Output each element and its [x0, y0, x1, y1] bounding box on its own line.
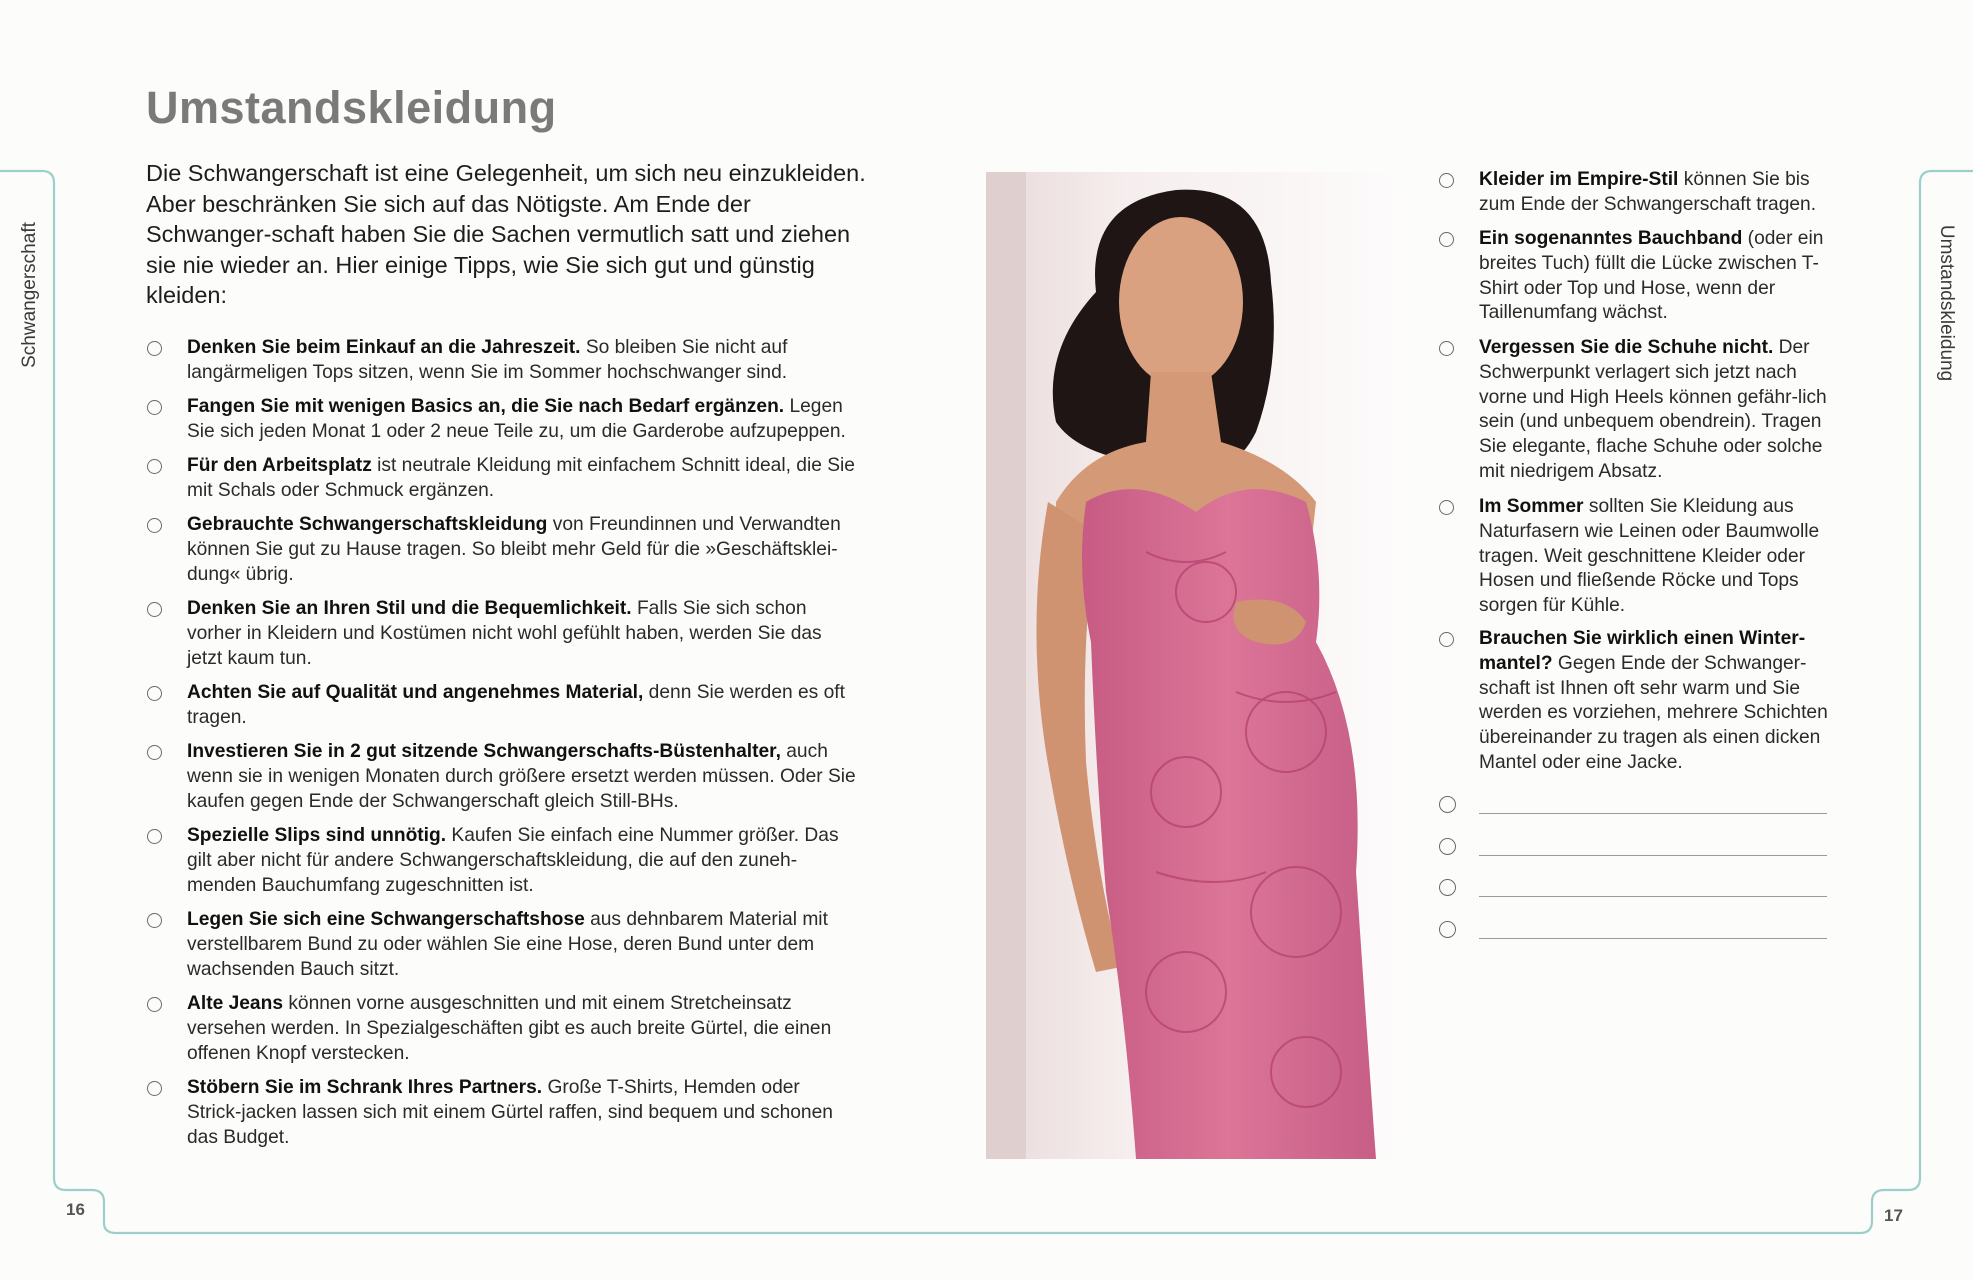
- tip-heading: Für den Arbeitsplatz: [187, 455, 372, 476]
- checkbox-circle-icon[interactable]: [1439, 838, 1456, 855]
- tip-heading: Stöbern Sie im Schrank Ihres Partners.: [187, 1077, 543, 1098]
- tip-heading: Denken Sie an Ihren Stil und die Bequemlichkeit.: [187, 598, 632, 619]
- tip-item: [1479, 627, 1839, 776]
- tip-item: [187, 395, 857, 445]
- tip-text: Gegen Ende der Schwanger-schaft ist Ihnen oft sehr warm und Sie werden es vorziehen, mehrere Schichten übereinander zu tragen als einen dicken Mantel oder eine Jacke.: [1479, 652, 1828, 773]
- tip-text: sollten Sie Kleidung aus Naturfasern wie Leinen oder Baumwolle tragen. Weit geschnittene Kleider oder Hosen und fließende Röcke und Tops sorgen für Kühle.: [1479, 496, 1820, 617]
- note-line[interactable]: [1479, 937, 1827, 939]
- tip-heading: Fangen Sie mit wenigen Basics an, die Sie nach Bedarf ergänzen.: [187, 396, 785, 417]
- tip-item: [187, 681, 857, 731]
- tip-text: Kaufen Sie einfach eine Nummer größer. Das gilt aber nicht für andere Schwangerschaftskleidung, die auf den zuneh-menden Bauchumfang zugeschnitten ist.: [187, 825, 839, 896]
- checkbox-circle-icon[interactable]: [147, 686, 162, 701]
- tip-text: auch wenn sie in wenigen Monaten durch größere ersetzt werden müssen. Oder Sie kaufen gegen Ende der Schwangerschaft gleich Still-BHs.: [187, 741, 856, 812]
- tip-heading: Achten Sie auf Qualität und angenehmes Material,: [187, 682, 644, 703]
- note-line[interactable]: [1479, 854, 1827, 856]
- page-title: Umstandskleidung: [146, 82, 557, 133]
- page-number-right: 17: [1884, 1206, 1903, 1225]
- tip-text: (oder ein breites Tuch) füllt die Lücke zwischen T-Shirt oder Top und Hose, wenn der Taillenumfang wächst.: [1479, 228, 1824, 324]
- tip-text: Große T-Shirts, Hemden oder Strick-jacken lassen sich mit einem Gürtel raffen, sind bequem und schonen das Budget.: [187, 1077, 833, 1148]
- checkbox-circle-icon[interactable]: [1439, 341, 1454, 356]
- tip-text: So bleiben Sie nicht auf langärmeligen Tops sitzen, wenn Sie im Sommer hochschwanger sind.: [187, 337, 788, 383]
- checkbox-circle-icon[interactable]: [147, 745, 162, 760]
- checkbox-circle-icon[interactable]: [1439, 796, 1456, 813]
- page-number-left: 16: [66, 1200, 85, 1219]
- tip-heading: Gebrauchte Schwangerschaftskleidung: [187, 514, 548, 535]
- checkbox-circle-icon[interactable]: [1439, 921, 1456, 938]
- tip-text: aus dehnbarem Material mit verstellbarem Bund zu oder wählen Sie eine Hose, deren Bund unter dem wachsenden Bauch sitzt.: [187, 909, 828, 980]
- tip-item: [1479, 168, 1839, 218]
- note-line[interactable]: [1479, 895, 1827, 897]
- tip-text: von Freundinnen und Verwandten können Sie gut zu Hause tragen. So bleibt mehr Geld für die »Geschäftsklei-dung« übrig.: [187, 514, 841, 585]
- tip-item: [187, 992, 857, 1066]
- tip-text: Falls Sie sich schon vorher in Kleidern und Kostümen nicht wohl gefühlt haben, werden Sie das jetzt kaum tun.: [187, 598, 822, 669]
- section-side-label: Umstandskleidung: [1936, 224, 1957, 382]
- note-line[interactable]: [1479, 812, 1827, 814]
- checkbox-circle-icon[interactable]: [147, 602, 162, 617]
- tip-item: [187, 1076, 857, 1150]
- checkbox-circle-icon[interactable]: [147, 341, 162, 356]
- tip-heading: Im Sommer: [1479, 496, 1584, 517]
- tip-heading: Alte Jeans: [187, 993, 283, 1014]
- checkbox-circle-icon[interactable]: [147, 459, 162, 474]
- tip-heading: Denken Sie beim Einkauf an die Jahreszeit.: [187, 337, 581, 358]
- note-lines: [1479, 790, 1827, 950]
- tip-text: denn Sie werden es oft tragen.: [187, 682, 845, 728]
- checkbox-circle-icon[interactable]: [147, 997, 162, 1012]
- tip-heading: Kleider im Empire-Stil: [1479, 169, 1679, 190]
- tip-item: [187, 336, 857, 386]
- tip-text: Legen Sie sich jeden Monat 1 oder 2 neue Teile zu, um die Garderobe aufzupeppen.: [187, 396, 846, 442]
- tip-item: [1479, 227, 1839, 326]
- tip-heading: Brauchen Sie wirklich einen Winter-mantel?: [1479, 628, 1806, 674]
- checkbox-circle-icon[interactable]: [1439, 500, 1454, 515]
- checkbox-circle-icon[interactable]: [147, 518, 162, 533]
- tip-item: [187, 824, 857, 898]
- checkbox-circle-icon[interactable]: [147, 400, 162, 415]
- tip-item: [187, 597, 857, 671]
- checkbox-circle-icon[interactable]: [1439, 173, 1454, 188]
- checkbox-circle-icon[interactable]: [1439, 632, 1454, 647]
- chapter-side-label: Schwangerschaft: [19, 222, 40, 368]
- tip-text: können Sie bis zum Ende der Schwangerschaft tragen.: [1479, 169, 1817, 215]
- checkbox-circle-icon[interactable]: [147, 913, 162, 928]
- tip-item: [187, 454, 857, 504]
- tip-heading: Spezielle Slips sind unnötig.: [187, 825, 447, 846]
- tip-heading: Legen Sie sich eine Schwangerschaftshose: [187, 909, 585, 930]
- pregnant-woman-photo: [986, 172, 1399, 1159]
- checkbox-circle-icon[interactable]: [1439, 232, 1454, 247]
- tip-item: [187, 740, 857, 814]
- checkbox-circle-icon[interactable]: [1439, 879, 1456, 896]
- tip-item: [1479, 336, 1839, 485]
- checkbox-circle-icon[interactable]: [147, 1081, 162, 1096]
- tip-item: [1479, 495, 1839, 619]
- intro-paragraph: Die Schwangerschaft ist eine Gelegenheit, um sich neu einzukleiden. Aber beschränken Sie sich auf das Nötigste. Am Ende der Schwanger-schaft haben Sie die Sachen vermutlich satt und ziehen sie nie wieder an. Hier einige Tipps, wie Sie sich gut und günstig kleiden:: [146, 160, 866, 308]
- tip-heading: Vergessen Sie die Schuhe nicht.: [1479, 337, 1774, 358]
- tip-text: Der Schwerpunkt verlagert sich jetzt nach vorne und High Heels können gefähr-lich sein (und unbequem obendrein). Tragen Sie elegante, flache Schuhe oder solche mit niedrigem Absatz.: [1479, 337, 1827, 482]
- tip-heading: Investieren Sie in 2 gut sitzende Schwangerschafts-Büstenhalter,: [187, 741, 781, 762]
- tip-text: können vorne ausgeschnitten und mit einem Stretcheinsatz versehen werden. In Spezialgeschäften gibt es auch breite Gürtel, die einen offenen Knopf verstecken.: [187, 993, 832, 1064]
- tip-heading: Ein sogenanntes Bauchband: [1479, 228, 1743, 249]
- tip-item: [187, 908, 857, 982]
- tip-text: ist neutrale Kleidung mit einfachem Schnitt ideal, die Sie mit Schals oder Schmuck ergänzen.: [187, 455, 855, 501]
- tip-item: [187, 513, 857, 587]
- checkbox-circle-icon[interactable]: [147, 829, 162, 844]
